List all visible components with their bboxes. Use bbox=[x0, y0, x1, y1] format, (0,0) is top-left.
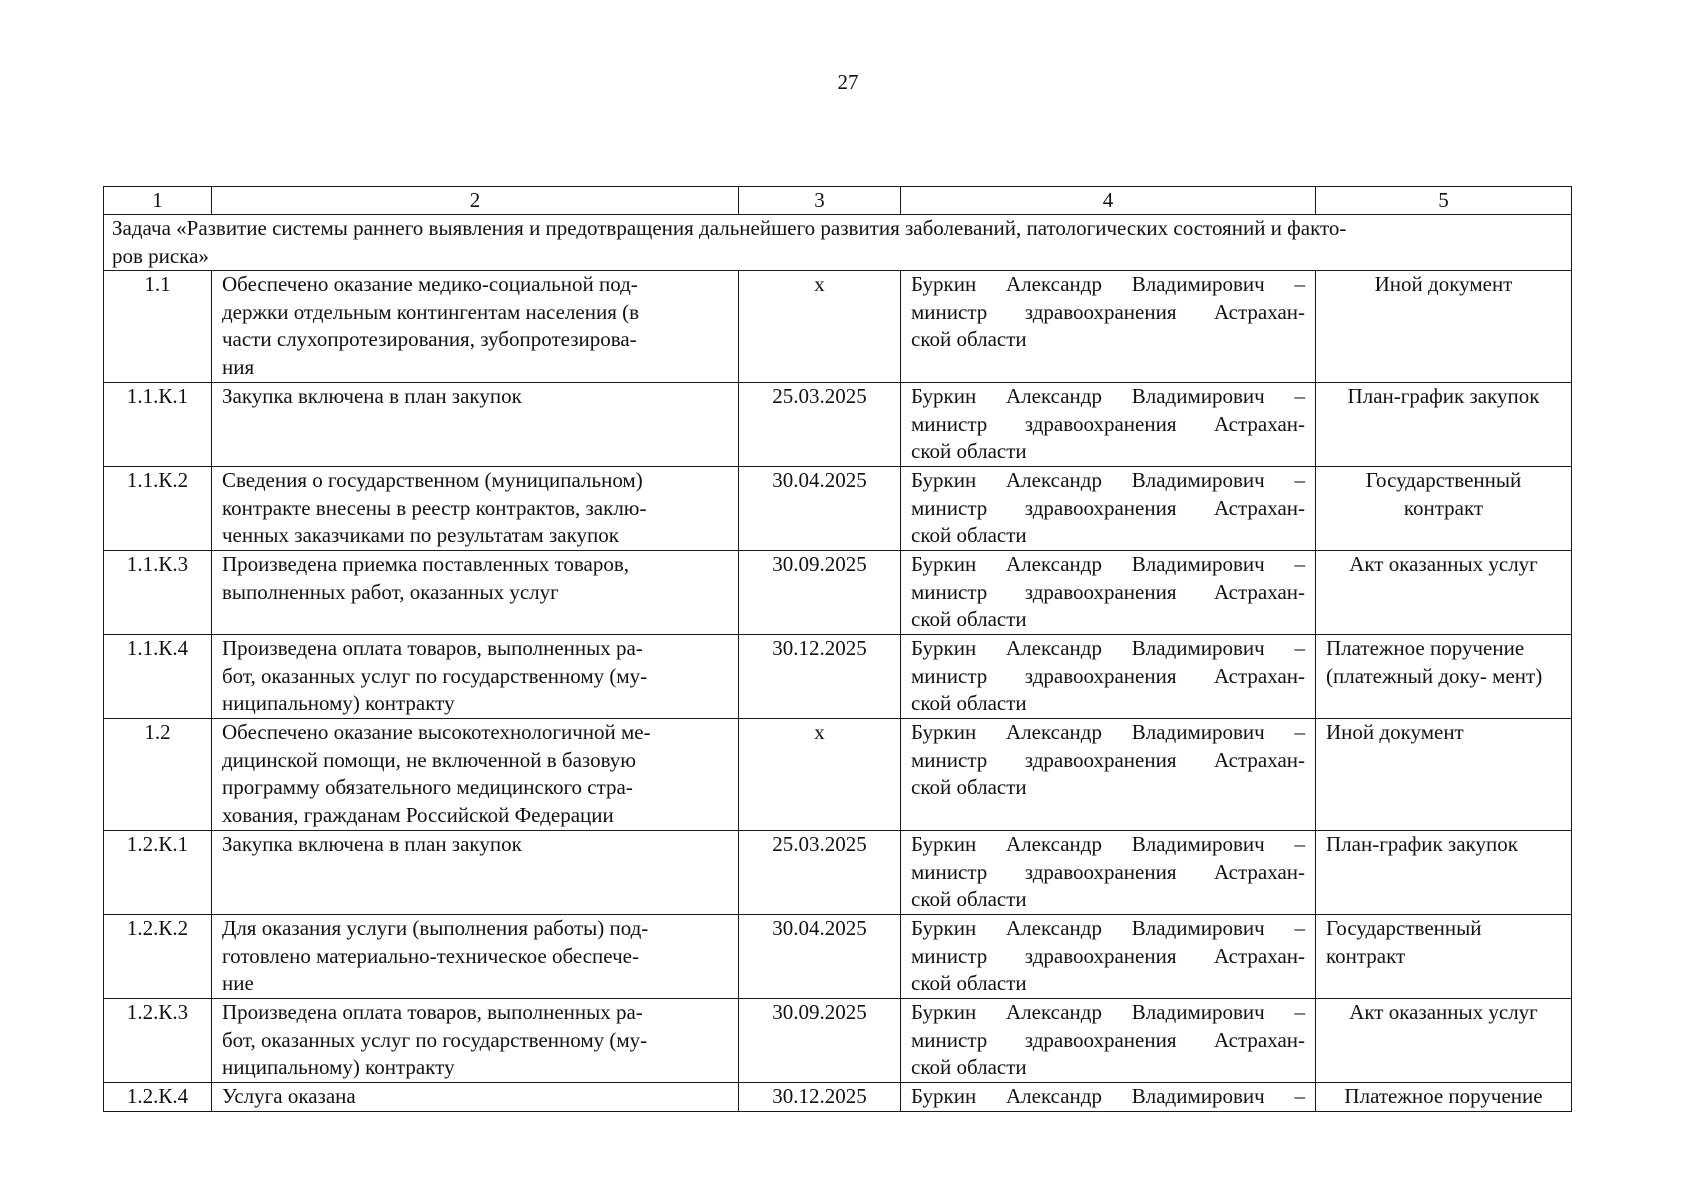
table-row bbox=[104, 635, 1572, 719]
confirming-document: Платежное поручение bbox=[1316, 1083, 1572, 1112]
responsible-person-line: Буркин Александр Владимирович – bbox=[911, 1084, 1305, 1108]
row-number: 1.2.К.3 bbox=[104, 999, 212, 1083]
responsible-person bbox=[901, 1083, 1316, 1112]
confirming-document: Государственный контракт bbox=[1316, 915, 1572, 999]
responsible-person-line: ской области bbox=[911, 523, 1027, 547]
row-number: 1.1.К.2 bbox=[104, 467, 212, 551]
responsible-person bbox=[901, 551, 1316, 635]
result-description-line: Закупка включена в план закупок bbox=[222, 832, 522, 856]
responsible-person-line: Буркин Александр Владимирович – bbox=[911, 552, 1305, 576]
result-description bbox=[212, 999, 739, 1083]
responsible-person-line: ской области bbox=[911, 439, 1027, 463]
result-description bbox=[212, 551, 739, 635]
confirming-document: Платежное поручение (платежный доку- мент) bbox=[1316, 635, 1572, 719]
responsible-person-line: ской области bbox=[911, 887, 1027, 911]
deadline-date: 30.09.2025 bbox=[739, 999, 901, 1083]
responsible-person-line: ской области bbox=[911, 775, 1027, 799]
result-description-line: части слухопротезирования, зубопротезирова- bbox=[222, 327, 637, 351]
responsible-person-line: министр здравоохранения Астрахан- bbox=[911, 1027, 1305, 1052]
responsible-person-line: министр здравоохранения Астрахан- bbox=[911, 299, 1305, 324]
deadline-date: 30.09.2025 bbox=[739, 551, 901, 635]
responsible-person-line: ской области bbox=[911, 1055, 1027, 1079]
row-number: 1.2.К.2 bbox=[104, 915, 212, 999]
responsible-person bbox=[901, 915, 1316, 999]
column-number-1: 1 bbox=[104, 187, 212, 215]
deadline-date: 25.03.2025 bbox=[739, 383, 901, 467]
deadline-date: 30.12.2025 bbox=[739, 1083, 901, 1112]
deadline-date: 30.04.2025 bbox=[739, 915, 901, 999]
confirming-document: Государственный контракт bbox=[1316, 467, 1572, 551]
result-description-line: бот, оказанных услуг по государственному (му- bbox=[222, 663, 648, 688]
result-description bbox=[212, 635, 739, 719]
result-description-line: держки отдельным контингентам населения (в bbox=[222, 299, 640, 324]
column-number-row bbox=[104, 187, 1572, 215]
responsible-person-line: ской области bbox=[911, 327, 1027, 351]
responsible-person bbox=[901, 719, 1316, 831]
deadline-date: x bbox=[739, 271, 901, 383]
confirming-document: Акт оказанных услуг bbox=[1316, 999, 1572, 1083]
responsible-person bbox=[901, 271, 1316, 383]
confirming-document: План-график закупок bbox=[1316, 383, 1572, 467]
task-row bbox=[104, 215, 1572, 271]
result-description-line: ния bbox=[222, 354, 255, 379]
confirming-document: Иной документ bbox=[1316, 719, 1572, 831]
responsible-person-line: ской области bbox=[911, 971, 1027, 995]
result-description-line: Сведения о государственном (муниципальном) bbox=[222, 468, 643, 492]
result-description-line: хования, гражданам Российской Федерации bbox=[222, 802, 614, 827]
table-row bbox=[104, 1083, 1572, 1112]
confirming-document: Иной документ bbox=[1316, 271, 1572, 383]
table-row bbox=[104, 551, 1572, 635]
result-description-line: программу обязательного медицинского стра- bbox=[222, 775, 633, 799]
result-description-line: дицинской помощи, не включенной в базовую bbox=[222, 747, 636, 772]
column-number-5: 5 bbox=[1316, 187, 1572, 215]
responsible-person bbox=[901, 467, 1316, 551]
row-number: 1.2 bbox=[104, 719, 212, 831]
result-description-line: Обеспечено оказание высокотехнологичной ме- bbox=[222, 720, 651, 744]
result-description bbox=[212, 915, 739, 999]
row-number: 1.2.К.1 bbox=[104, 831, 212, 915]
result-description-line: Обеспечено оказание медико-социальной под- bbox=[222, 272, 638, 296]
result-description-line: бот, оказанных услуг по государственному (му- bbox=[222, 1027, 648, 1052]
row-number: 1.2.К.4 bbox=[104, 1083, 212, 1112]
responsible-person-line: министр здравоохранения Астрахан- bbox=[911, 411, 1305, 436]
responsible-person-line: ской области bbox=[911, 607, 1027, 631]
result-description-line: Произведена оплата товаров, выполненных ра- bbox=[222, 636, 643, 660]
result-description bbox=[212, 1083, 739, 1112]
responsible-person-line: Буркин Александр Владимирович – bbox=[911, 272, 1305, 296]
row-number: 1.1.К.1 bbox=[104, 383, 212, 467]
responsible-person bbox=[901, 635, 1316, 719]
row-number: 1.1 bbox=[104, 271, 212, 383]
deadline-date: 30.12.2025 bbox=[739, 635, 901, 719]
responsible-person bbox=[901, 383, 1316, 467]
responsible-person-line: министр здравоохранения Астрахан- bbox=[911, 495, 1305, 520]
column-number-4: 4 bbox=[901, 187, 1316, 215]
table-row bbox=[104, 271, 1572, 383]
confirming-document: План-график закупок bbox=[1316, 831, 1572, 915]
responsible-person bbox=[901, 999, 1316, 1083]
result-description-line: контракте внесены в реестр контрактов, заклю- bbox=[222, 495, 647, 520]
result-description bbox=[212, 831, 739, 915]
responsible-person bbox=[901, 831, 1316, 915]
result-description-line: ние bbox=[222, 971, 254, 995]
responsible-person-line: Буркин Александр Владимирович – bbox=[911, 720, 1305, 744]
table-row bbox=[104, 383, 1572, 467]
responsible-person-line: Буркин Александр Владимирович – bbox=[911, 832, 1305, 856]
result-description bbox=[212, 271, 739, 383]
responsible-person-line: министр здравоохранения Астрахан- bbox=[911, 943, 1305, 968]
column-number-3: 3 bbox=[739, 187, 901, 215]
deadline-date: x bbox=[739, 719, 901, 831]
task-title-line-2: ров риска» bbox=[112, 243, 209, 268]
result-description-line: ченных заказчиками по результатам закупок bbox=[222, 523, 619, 547]
result-description-line: Для оказания услуги (выполнения работы) под- bbox=[222, 916, 649, 940]
responsible-person-line: Буркин Александр Владимирович – bbox=[911, 1000, 1305, 1024]
responsible-person-line: ской области bbox=[911, 691, 1027, 715]
confirming-document: Акт оказанных услуг bbox=[1316, 551, 1572, 635]
task-title bbox=[104, 215, 1572, 271]
responsible-person-line: Буркин Александр Владимирович – bbox=[911, 468, 1305, 492]
result-description-line: готовлено материально-техническое обеспече- bbox=[222, 943, 639, 968]
responsible-person-line: министр здравоохранения Астрахан- bbox=[911, 663, 1305, 688]
responsible-person-line: министр здравоохранения Астрахан- bbox=[911, 579, 1305, 604]
result-description-line: ниципальному) контракту bbox=[222, 691, 455, 715]
row-number: 1.1.К.3 bbox=[104, 551, 212, 635]
table-row bbox=[104, 467, 1572, 551]
result-description-line: выполненных работ, оказанных услуг bbox=[222, 579, 559, 604]
result-description-line: Произведена оплата товаров, выполненных ра- bbox=[222, 1000, 643, 1024]
result-description-line: Услуга оказана bbox=[222, 1084, 356, 1108]
table-row bbox=[104, 719, 1572, 831]
deadline-date: 25.03.2025 bbox=[739, 831, 901, 915]
result-description bbox=[212, 719, 739, 831]
responsible-person-line: Буркин Александр Владимирович – bbox=[911, 636, 1305, 660]
responsible-person-line: министр здравоохранения Астрахан- bbox=[911, 859, 1305, 884]
table-row bbox=[104, 999, 1572, 1083]
result-description-line: Закупка включена в план закупок bbox=[222, 384, 522, 408]
control-points-table bbox=[103, 186, 1572, 1112]
responsible-person-line: Буркин Александр Владимирович – bbox=[911, 916, 1305, 940]
result-description bbox=[212, 383, 739, 467]
result-description bbox=[212, 467, 739, 551]
responsible-person-line: министр здравоохранения Астрахан- bbox=[911, 747, 1305, 772]
column-number-2: 2 bbox=[212, 187, 739, 215]
deadline-date: 30.04.2025 bbox=[739, 467, 901, 551]
result-description-line: Произведена приемка поставленных товаров, bbox=[222, 552, 630, 576]
table-row bbox=[104, 915, 1572, 999]
table-row bbox=[104, 831, 1572, 915]
page-number: 27 bbox=[837, 70, 859, 94]
result-description-line: ниципальному) контракту bbox=[222, 1055, 455, 1079]
task-title-line-1: Задача «Развитие системы раннего выявления и предотвращения дальнейшего развития заболеваний, патологических состояний и факто- bbox=[112, 216, 1347, 240]
responsible-person-line: Буркин Александр Владимирович – bbox=[911, 384, 1305, 408]
row-number: 1.1.К.4 bbox=[104, 635, 212, 719]
